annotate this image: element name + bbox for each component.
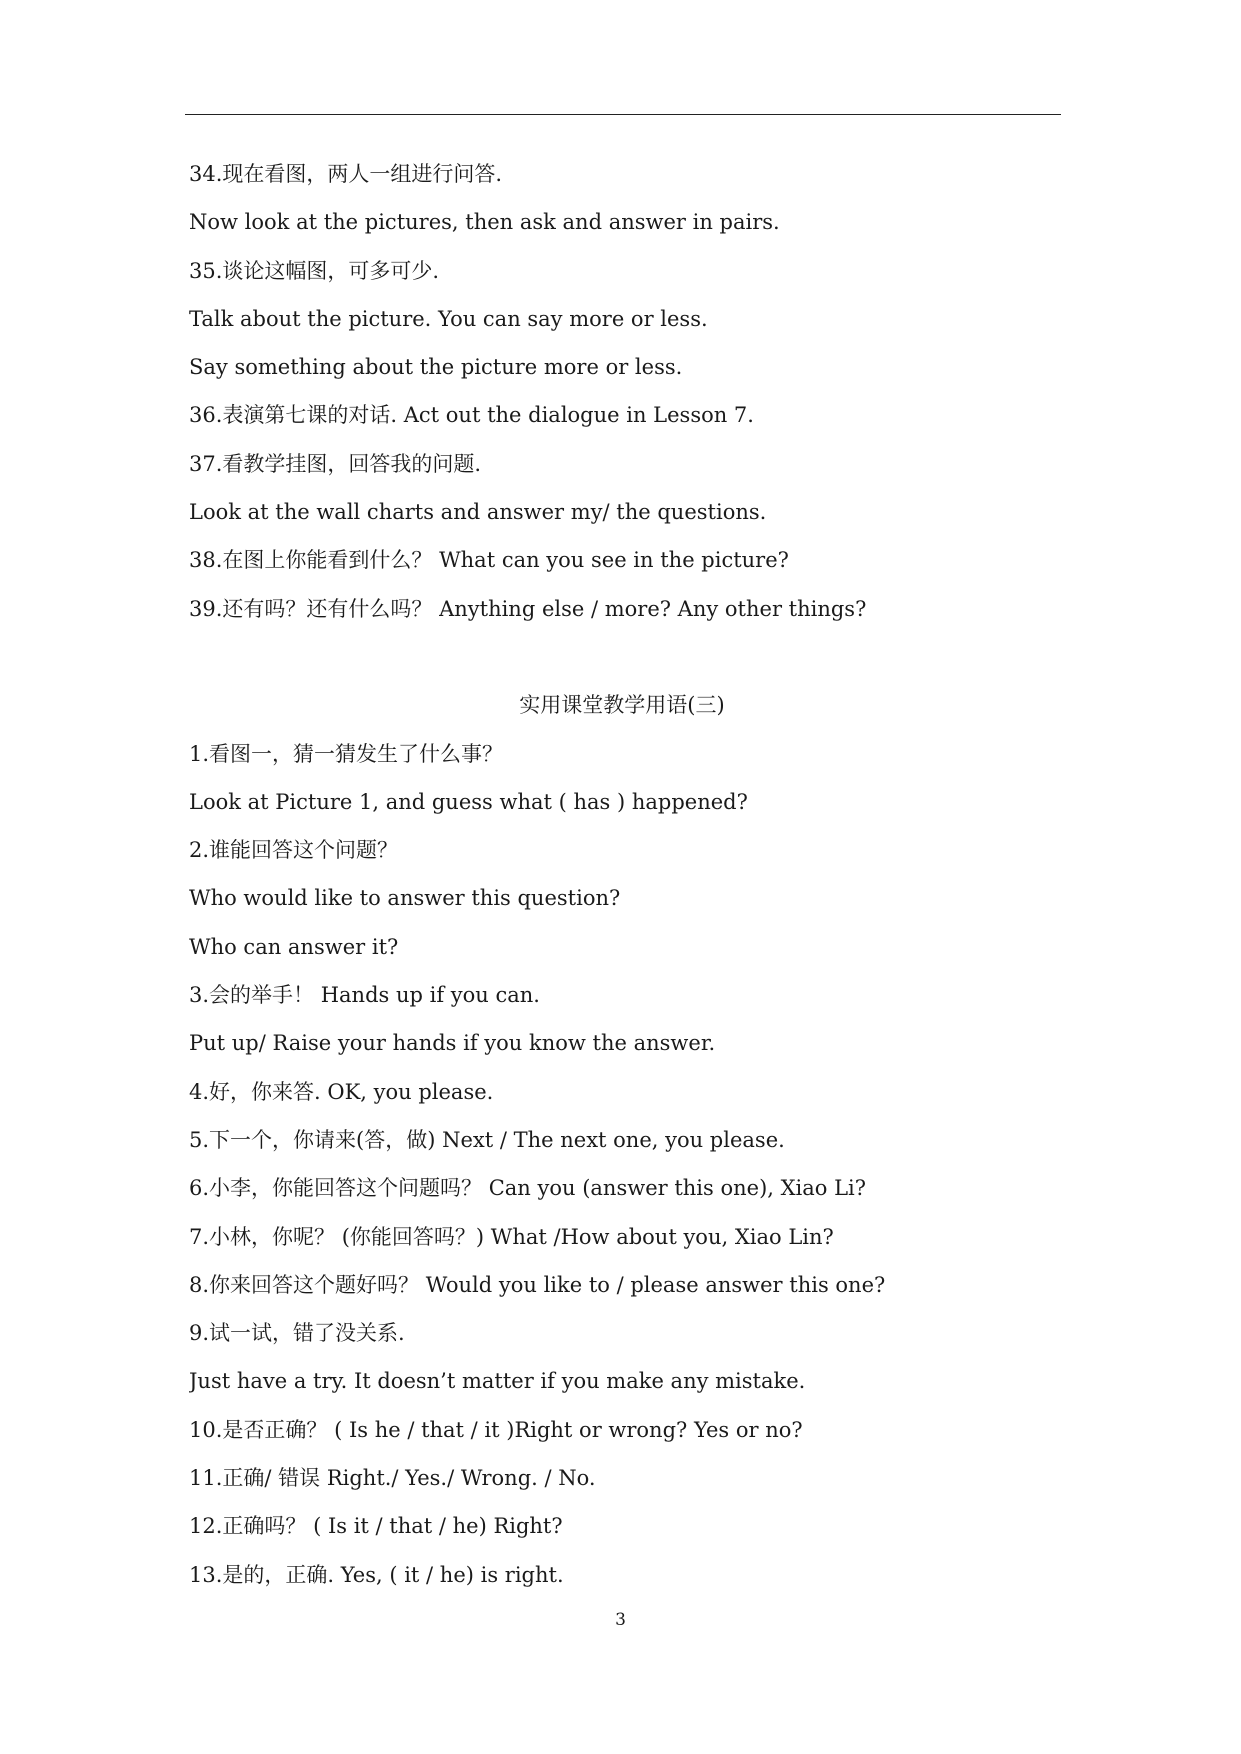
text-line: 10.是否正确？ ( Is he / that / it )Right or wrong? Yes or no?: [189, 1417, 803, 1442]
text-line: 35.谈论这幅图，可多可少.: [189, 258, 440, 283]
text-line: Say something about the picture more or less.: [189, 355, 683, 380]
page-number: 3: [615, 1610, 626, 1630]
text-line: 2.谁能回答这个问题？: [189, 838, 399, 863]
text-line: Look at the wall charts and answer my/ the questions.: [189, 500, 767, 525]
text-line: Now look at the pictures, then ask and answer in pairs.: [189, 210, 780, 235]
section-title: 实用课堂教学用语(三): [519, 693, 725, 718]
text-line: 9.试一试，错了没关系.: [189, 1321, 405, 1346]
text-line: Who would like to answer this question?: [189, 886, 621, 911]
text-line: Talk about the picture. You can say more or less.: [189, 306, 708, 331]
section-spacer: [189, 633, 1069, 681]
text-line: 7.小林，你呢？ (你能回答吗？) What /How about you, Xiao Lin?: [189, 1224, 834, 1249]
text-line: 38.在图上你能看到什么？ What can you see in the picture?: [189, 548, 789, 573]
text-line: Put up/ Raise your hands if you know the answer.: [189, 1031, 716, 1056]
text-line: 5.下一个，你请来(答，做) Next / The next one, you please.: [189, 1127, 785, 1152]
text-line: 36.表演第七课的对话. Act out the dialogue in Lesson 7.: [189, 403, 754, 428]
text-line: 4.好，你来答. OK, you please.: [189, 1079, 494, 1104]
text-line: Look at Picture 1, and guess what ( has ) happened?: [189, 789, 748, 814]
text-line: 12.正确吗？ ( Is it / that / he) Right?: [189, 1514, 563, 1539]
text-line: 37.看教学挂图，回答我的问题.: [189, 451, 482, 476]
text-line: 11.正确/ 错误 Right./ Yes./ Wrong. / No.: [189, 1466, 596, 1491]
header-rule: [185, 114, 1061, 115]
text-line: 13.是的，正确. Yes, ( it / he) is right.: [189, 1562, 564, 1587]
text-line: 3.会的举手！ Hands up if you can.: [189, 983, 540, 1008]
text-line: 8.你来回答这个题好吗？ Would you like to / please answer this one?: [189, 1272, 886, 1297]
text-line: 6.小李，你能回答这个问题吗？ Can you (answer this one), Xiao Li?: [189, 1176, 867, 1201]
text-line: Who can answer it?: [189, 934, 399, 959]
text-line: 34.现在看图，两人一组进行问答.: [189, 162, 503, 186]
text-line: Just have a try. It doesn’t matter if you make any mistake.: [189, 1369, 806, 1394]
document-body: [189, 150, 1069, 1599]
text-line: 1.看图一，猜一猜发生了什么事？: [189, 741, 504, 766]
text-line: 39.还有吗？还有什么吗？ Anything else / more? Any other things?: [189, 596, 867, 621]
